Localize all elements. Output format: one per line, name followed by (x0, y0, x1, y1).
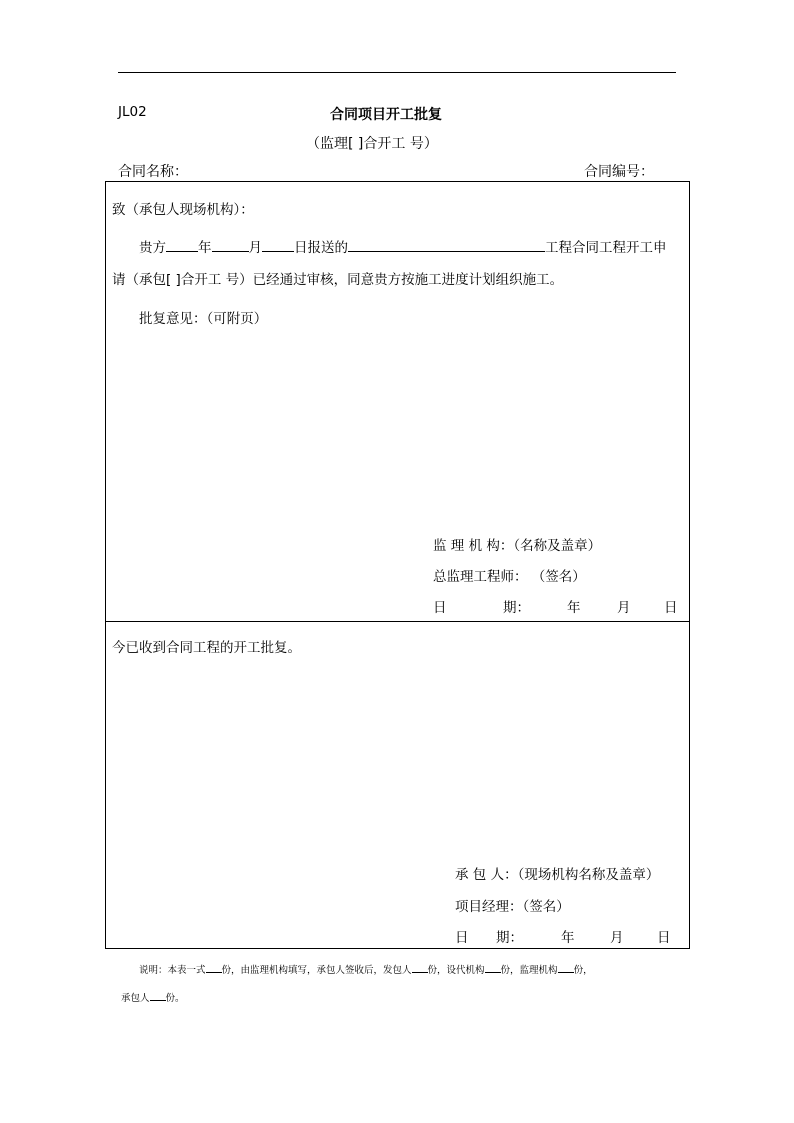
submission-year: 年 (198, 240, 212, 256)
approval-year: 年 (567, 600, 581, 616)
note-part: 份，设代机构 (427, 965, 485, 976)
contract-name-label: 合同名称： (118, 164, 188, 180)
approval-date-label: 日 (433, 600, 447, 616)
receipt-date-label: 日 (455, 930, 469, 946)
top-rule (118, 72, 676, 73)
note-part: 说明：本表一式 (139, 965, 206, 976)
receipt-month: 月 (610, 930, 624, 946)
note-part: 份，由监理机构填写，承包人签收后，发包人 (221, 965, 412, 976)
page-title: 合同项目开工批复 (330, 107, 442, 123)
receipt-day: 日 (657, 930, 671, 946)
submission-suffix: 工程合同工程开工申 (545, 240, 667, 256)
supervision-org-line: 监 理 机 构：（名称及盖章） (433, 538, 602, 554)
addressee-line: 致（承包人现场机构）： (112, 202, 254, 218)
note-part: 份。 (165, 993, 185, 1004)
submission-prefix: 贵方 (139, 240, 166, 256)
month-blank (212, 237, 249, 252)
approval-statement: 请（承包[ ]合开工 号）已经通过审核，同意贵方按施工进度计划组织施工。 (112, 272, 564, 288)
project-name-blank (348, 237, 545, 252)
day-blank (262, 237, 294, 252)
note-part: 承包人 (121, 993, 150, 1004)
receipt-section (105, 620, 690, 949)
note-part: 份， (573, 965, 593, 976)
chief-engineer-line: 总监理工程师： （签名） (433, 569, 586, 585)
approval-date-colon: 期： (503, 600, 530, 616)
page-subtitle: （监理[ ]合开工 号） (306, 136, 438, 152)
submission-month: 月 (248, 240, 262, 256)
note-line-2 (121, 990, 185, 1004)
year-blank (166, 237, 198, 252)
copies-blank (558, 964, 574, 973)
copies-blank (206, 964, 222, 973)
note-line-1 (139, 962, 593, 976)
approval-day: 日 (664, 600, 678, 616)
receipt-year: 年 (561, 930, 575, 946)
submission-line (139, 236, 667, 256)
copies-blank (412, 964, 428, 973)
submission-day: 日报送的 (294, 240, 348, 256)
project-manager-line: 项目经理：（签名） (455, 899, 570, 915)
form-code: JL02 (118, 104, 147, 120)
approval-opinion-label: 批复意见：（可附页） (139, 311, 268, 327)
receipt-statement: 今已收到合同工程的开工批复。 (112, 640, 301, 656)
contractor-line: 承 包 人：（现场机构名称及盖章） (455, 867, 660, 883)
approval-month: 月 (617, 600, 631, 616)
receipt-date-colon: 期： (496, 930, 523, 946)
copies-blank (485, 964, 501, 973)
note-part: 份，监理机构 (500, 965, 558, 976)
contract-no-label: 合同编号： (584, 164, 654, 180)
copies-blank (150, 992, 166, 1001)
